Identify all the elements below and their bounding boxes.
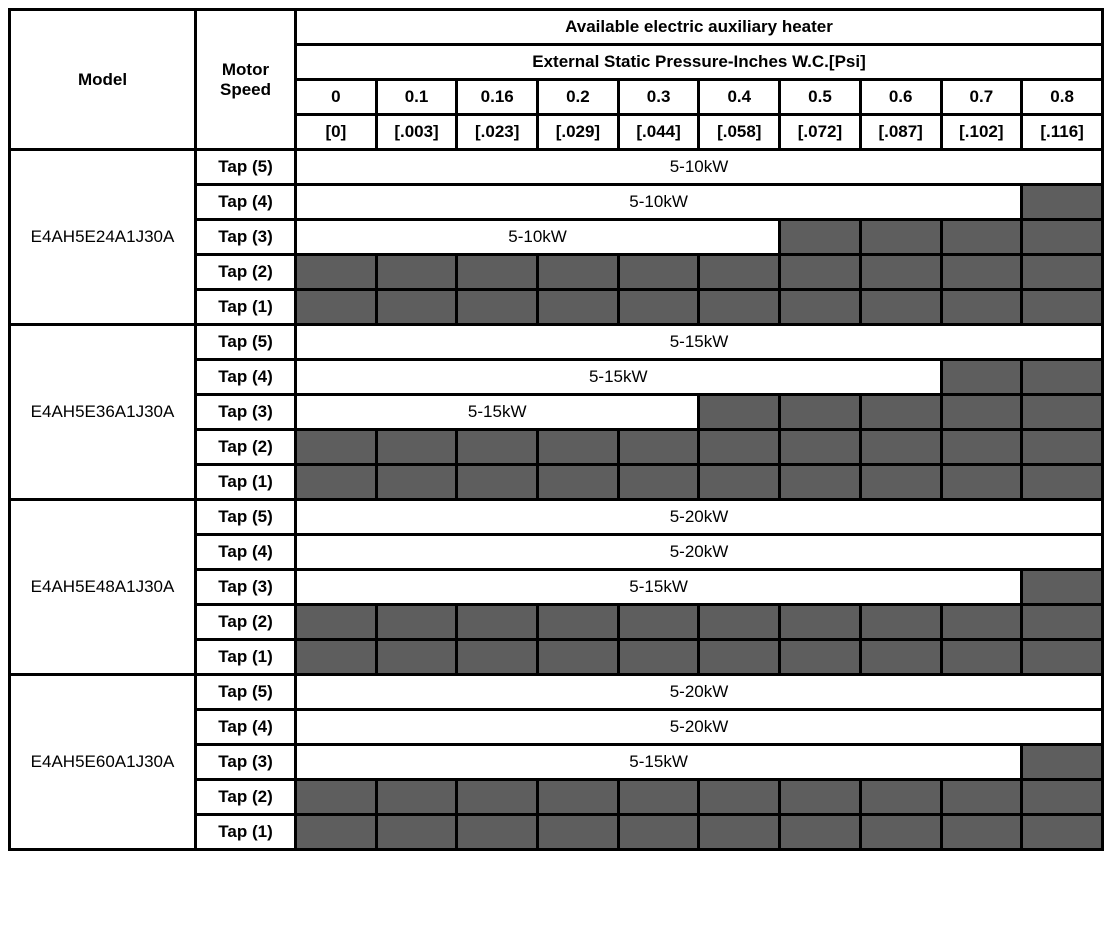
psi-header: [.023] (457, 115, 538, 150)
unavailable-cell (618, 815, 699, 850)
available-range: 5-20kW (296, 710, 1103, 745)
unavailable-cell (1022, 640, 1103, 675)
unavailable-cell (780, 815, 861, 850)
unavailable-cell (538, 780, 619, 815)
unavailable-cell (1022, 360, 1103, 395)
unavailable-cell (1022, 605, 1103, 640)
unavailable-cell (1022, 815, 1103, 850)
unavailable-cell (699, 815, 780, 850)
psi-header: [.102] (941, 115, 1022, 150)
unavailable-cell (1022, 395, 1103, 430)
motor-speed-header: Motor Speed (196, 10, 296, 150)
unavailable-cell (618, 640, 699, 675)
table-body (10, 150, 1103, 850)
unavailable-cell (941, 465, 1022, 500)
unavailable-cell (941, 430, 1022, 465)
unavailable-cell (699, 430, 780, 465)
available-heater-header: Available electric auxiliary heater (296, 10, 1103, 45)
pressure-header: 0.8 (1022, 80, 1103, 115)
available-range: 5-20kW (296, 675, 1103, 710)
motor-tap: Tap (3) (196, 395, 296, 430)
motor-tap: Tap (3) (196, 745, 296, 780)
unavailable-cell (941, 360, 1022, 395)
unavailable-cell (296, 465, 377, 500)
psi-header: [.003] (376, 115, 457, 150)
unavailable-cell (780, 465, 861, 500)
available-range: 5-15kW (296, 570, 1022, 605)
unavailable-cell (376, 430, 457, 465)
table-row (10, 500, 1103, 535)
motor-tap: Tap (2) (196, 430, 296, 465)
unavailable-cell (860, 395, 941, 430)
psi-header: [.116] (1022, 115, 1103, 150)
unavailable-cell (376, 780, 457, 815)
model-name: E4AH5E48A1J30A (10, 500, 196, 675)
unavailable-cell (538, 430, 619, 465)
pressure-header: 0.7 (941, 80, 1022, 115)
table-row (10, 150, 1103, 185)
unavailable-cell (860, 465, 941, 500)
pressure-header: 0.1 (376, 80, 457, 115)
table-row (10, 675, 1103, 710)
psi-header: [.029] (538, 115, 619, 150)
unavailable-cell (538, 290, 619, 325)
unavailable-cell (457, 255, 538, 290)
unavailable-cell (457, 605, 538, 640)
unavailable-cell (618, 430, 699, 465)
unavailable-cell (941, 780, 1022, 815)
unavailable-cell (618, 255, 699, 290)
unavailable-cell (618, 605, 699, 640)
unavailable-cell (780, 640, 861, 675)
unavailable-cell (296, 605, 377, 640)
motor-tap: Tap (3) (196, 220, 296, 255)
unavailable-cell (1022, 430, 1103, 465)
pressure-header: 0.6 (860, 80, 941, 115)
unavailable-cell (780, 780, 861, 815)
unavailable-cell (699, 780, 780, 815)
unavailable-cell (296, 640, 377, 675)
unavailable-cell (860, 780, 941, 815)
unavailable-cell (457, 290, 538, 325)
model-name: E4AH5E36A1J30A (10, 325, 196, 500)
motor-tap: Tap (4) (196, 535, 296, 570)
unavailable-cell (860, 255, 941, 290)
unavailable-cell (457, 640, 538, 675)
motor-tap: Tap (5) (196, 150, 296, 185)
available-range: 5-10kW (296, 220, 780, 255)
psi-header: [.072] (780, 115, 861, 150)
motor-tap: Tap (1) (196, 640, 296, 675)
pressure-header: 0 (296, 80, 377, 115)
available-range: 5-15kW (296, 360, 942, 395)
motor-tap: Tap (5) (196, 675, 296, 710)
psi-header: [.058] (699, 115, 780, 150)
unavailable-cell (1022, 185, 1103, 220)
unavailable-cell (860, 640, 941, 675)
unavailable-cell (1022, 780, 1103, 815)
unavailable-cell (538, 465, 619, 500)
motor-tap: Tap (4) (196, 185, 296, 220)
table-row (10, 325, 1103, 360)
unavailable-cell (618, 290, 699, 325)
unavailable-cell (860, 430, 941, 465)
motor-tap: Tap (2) (196, 605, 296, 640)
unavailable-cell (296, 815, 377, 850)
unavailable-cell (296, 430, 377, 465)
psi-header: [0] (296, 115, 377, 150)
unavailable-cell (699, 640, 780, 675)
model-header: Model (10, 10, 196, 150)
unavailable-cell (941, 640, 1022, 675)
available-range: 5-15kW (296, 395, 699, 430)
unavailable-cell (376, 815, 457, 850)
unavailable-cell (1022, 465, 1103, 500)
motor-tap: Tap (1) (196, 290, 296, 325)
unavailable-cell (618, 465, 699, 500)
unavailable-cell (1022, 220, 1103, 255)
unavailable-cell (296, 780, 377, 815)
unavailable-cell (376, 290, 457, 325)
psi-header: [.087] (860, 115, 941, 150)
motor-tap: Tap (2) (196, 780, 296, 815)
unavailable-cell (699, 465, 780, 500)
unavailable-cell (457, 430, 538, 465)
esp-header: External Static Pressure-Inches W.C.[Psi] (296, 45, 1103, 80)
available-range: 5-10kW (296, 185, 1022, 220)
pressure-header: 0.4 (699, 80, 780, 115)
motor-tap: Tap (1) (196, 465, 296, 500)
unavailable-cell (860, 220, 941, 255)
motor-tap: Tap (5) (196, 500, 296, 535)
available-range: 5-20kW (296, 500, 1103, 535)
available-range: 5-15kW (296, 325, 1103, 360)
model-name: E4AH5E24A1J30A (10, 150, 196, 325)
unavailable-cell (1022, 290, 1103, 325)
pressure-header: 0.2 (538, 80, 619, 115)
unavailable-cell (780, 430, 861, 465)
unavailable-cell (699, 605, 780, 640)
unavailable-cell (941, 255, 1022, 290)
unavailable-cell (860, 605, 941, 640)
unavailable-cell (1022, 570, 1103, 605)
motor-tap: Tap (3) (196, 570, 296, 605)
unavailable-cell (376, 605, 457, 640)
unavailable-cell (699, 255, 780, 290)
unavailable-cell (538, 815, 619, 850)
available-range: 5-20kW (296, 535, 1103, 570)
unavailable-cell (1022, 745, 1103, 780)
unavailable-cell (538, 605, 619, 640)
unavailable-cell (376, 640, 457, 675)
unavailable-cell (457, 780, 538, 815)
unavailable-cell (376, 465, 457, 500)
heater-availability-table (8, 8, 1104, 851)
pressure-header: 0.3 (618, 80, 699, 115)
unavailable-cell (780, 220, 861, 255)
unavailable-cell (457, 815, 538, 850)
unavailable-cell (780, 395, 861, 430)
unavailable-cell (457, 465, 538, 500)
motor-tap: Tap (5) (196, 325, 296, 360)
unavailable-cell (941, 290, 1022, 325)
unavailable-cell (376, 255, 457, 290)
unavailable-cell (780, 605, 861, 640)
unavailable-cell (941, 220, 1022, 255)
unavailable-cell (941, 815, 1022, 850)
available-range: 5-10kW (296, 150, 1103, 185)
unavailable-cell (538, 255, 619, 290)
unavailable-cell (941, 605, 1022, 640)
model-name: E4AH5E60A1J30A (10, 675, 196, 850)
unavailable-cell (296, 290, 377, 325)
unavailable-cell (618, 780, 699, 815)
unavailable-cell (699, 395, 780, 430)
unavailable-cell (860, 290, 941, 325)
pressure-header: 0.16 (457, 80, 538, 115)
unavailable-cell (1022, 255, 1103, 290)
unavailable-cell (538, 640, 619, 675)
motor-tap: Tap (4) (196, 360, 296, 395)
unavailable-cell (941, 395, 1022, 430)
psi-header: [.044] (618, 115, 699, 150)
motor-tap: Tap (2) (196, 255, 296, 290)
unavailable-cell (699, 290, 780, 325)
unavailable-cell (296, 255, 377, 290)
unavailable-cell (780, 255, 861, 290)
unavailable-cell (780, 290, 861, 325)
motor-tap: Tap (4) (196, 710, 296, 745)
unavailable-cell (860, 815, 941, 850)
available-range: 5-15kW (296, 745, 1022, 780)
motor-tap: Tap (1) (196, 815, 296, 850)
pressure-header: 0.5 (780, 80, 861, 115)
